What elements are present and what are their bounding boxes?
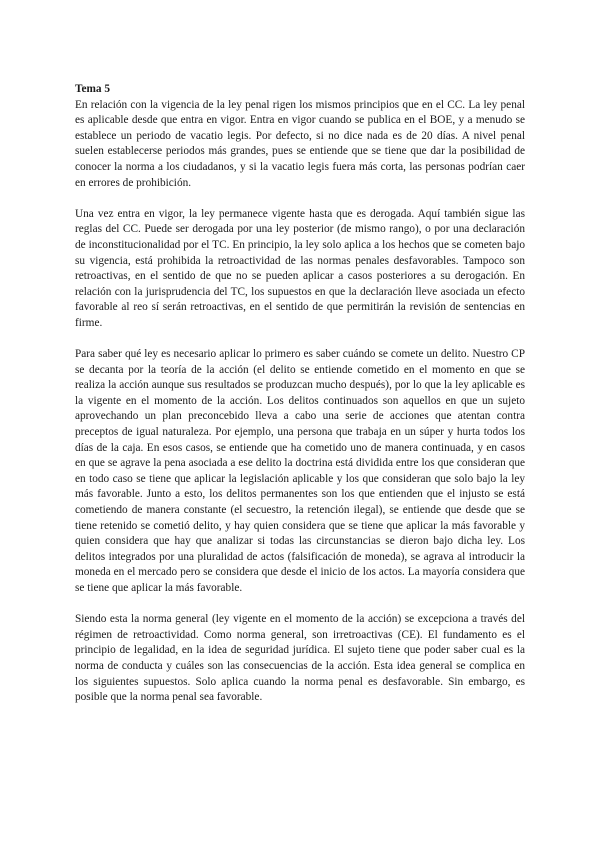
section-title: Tema 5 [75,83,111,95]
paragraph-4: Siendo esta la norma general (ley vigente en el momento de la acción) se excepciona a través del régimen de retroactividad. Como norma general, son irretroactivas (CE). El fundamento es el principio de legalidad, en la idea de seguridad jurídica. El sujeto tiene que poder saber cual es la norma de conducta y cuáles son las consecuencias de la acción. Esta idea general se complica en los siguientes supuestos. Solo aplica cuando la norma penal es desfavorable. Sin embargo, es posible que la norma penal sea favorable. [75,613,525,704]
paragraph-3: Para saber qué ley es necesario aplicar lo primero es saber cuándo se comete un delito. Nuestro CP se decanta por la teoría de la acción (el delito se entiende cometido en el momento en que se realiza la acción aunque sus resultados se produzcan mucho después), por lo que la ley aplicable es la vigente en el momento de la acción. Los delitos continuados son aquellos en que un sujeto aprovechando un plan preconcebido lleva a cabo una serie de acciones que atentan contra preceptos de igual naturaleza. Por ejemplo, una persona que trabaja en un súper y hurta todos los días de la caja. En esos casos, se entiende que ha cometido uno de manera continuada, y en casos en que se agrave la pena asociada a ese delito la doctrina está dividida entre los que consideran que en todo caso se tiene que aplicar la legislación aplicable y los que consideran que solo bajo la ley más favorable. Junto a esto, los delitos permanentes son los que entienden que el injusto se está cometiendo de manera constante (el secuestro, la retención ilegal), se entiende que desde que se tiene retenido se cometió delito, y hay quien considera que se tiene que aplicar la más favorable y quien considera que hay que analizar si todas las circunstancias se dieron bajo dicha ley. Los delitos integrados por una pluralidad de actos (falsificación de moneda), se agrava al introducir la moneda en el mercado pero se considera que desde el inicio de los actos. La mayoría considera que se tiene que aplicar la más favorable. [75,348,525,594]
paragraph-1: En relación con la vigencia de la ley penal rigen los mismos principios que en el CC. La ley penal es aplicable desde que entra en vigor. Entra en vigor cuando se publica en el BOE, y a menudo se establece un periodo de vacatio legis. Por defecto, si no dice nada es de 20 días. A nivel penal suelen establecerse periodos más grandes, pues se entiende que se tiene que dar la posibilidad de conocer la norma a los ciudadanos, y si la vacatio legis fuera más corta, las personas podrían caer en errores de prohibición. [75,98,525,189]
paragraph-2: Una vez entra en vigor, la ley permanece vigente hasta que es derogada. Aquí también sigue las reglas del CC. Puede ser derogada por una ley posterior (de mismo rango), o por una declaración de inconstitucionalidad por el TC. En principio, la ley solo aplica a los hechos que se cometen bajo su vigencia, está prohibida la retroactividad de las normas penales desfavorables. Tampoco son retroactivas, en el sentido de que no se pueden aplicar a casos posteriores a su derogación. En relación con la jurisprudencia del TC, los supuestos en que la declaración lleve asociada un efecto favorable al reo sí serán retroactivas, en el sentido de que permitirán la revisión de sentencias en firme. [75,207,525,329]
document-page [75,82,525,721]
